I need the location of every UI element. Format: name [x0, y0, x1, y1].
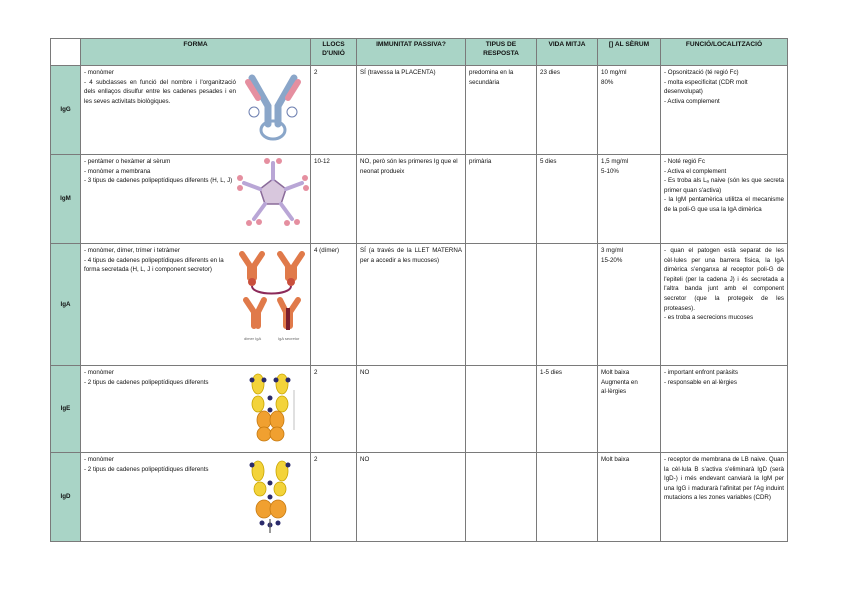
table-row — [51, 66, 788, 155]
igd-structure-image — [244, 457, 306, 535]
header-funcio: FUNCIÓ/LOCALITZACIÓ — [661, 39, 788, 66]
serum-cell — [598, 244, 661, 366]
llocs-cell: 4 (dímer) — [311, 244, 357, 366]
serum-text: Molt baixa — [601, 456, 630, 463]
forma-text: - 2 tipus de cadenes polipeptídiques diferents — [84, 378, 209, 386]
forma-text: - monòmer a membrana — [84, 167, 151, 175]
immunoglobulin-table — [50, 38, 788, 542]
header-immunitat: IMMUNITAT PASSIVA? — [357, 39, 466, 66]
funcio-text: - receptor de membrana de LB naive. Quan la cèl·lula B s'activa s'eliminarà IgD (serà IgD-) i més endevant canviarà la IgM per una IgG i madurarà l'afinitat per l'Ag induint mutacions a les zones variables (CDR) — [664, 456, 784, 502]
corner-cell — [51, 39, 81, 66]
serum-text: 1,5 mg/ml — [601, 158, 629, 165]
funcio-text: - la IgM pentamèrica utilitza el mecanisme de la poli-G que usa la IgA dimèrica — [664, 196, 784, 213]
forma-cell — [81, 155, 311, 244]
funcio-cell — [661, 366, 788, 453]
header-llocs: LLOCS D'UNIÓ — [311, 39, 357, 66]
funcio-cell — [661, 453, 788, 542]
table-row — [51, 453, 788, 542]
forma-text: - 4 tipus de cadenes polipeptídiques diferents en la forma secretada (H, L, J i component secretor) — [84, 256, 224, 274]
serum-text: Augmenta en al·lèrgies — [601, 378, 638, 396]
serum-text: 5-10% — [601, 167, 619, 175]
forma-text: - pentàmer o hexàmer al sèrum — [84, 158, 171, 165]
llocs-cell: 2 — [311, 366, 357, 453]
table-row — [51, 366, 788, 453]
funcio-text: - Noté regió Fc — [664, 158, 705, 165]
funcio-text: - responsable en al·lèrgies — [664, 378, 737, 386]
tipus-cell: primària — [466, 155, 537, 244]
serum-cell — [598, 66, 661, 155]
vida-cell: 5 dies — [537, 155, 598, 244]
ige-structure-image — [244, 370, 306, 442]
table-row — [51, 244, 788, 366]
serum-cell — [598, 155, 661, 244]
funcio-cell — [661, 155, 788, 244]
row-label-igm: IgM — [51, 155, 81, 244]
funcio-text: - Opsonització (té regió Fc) — [664, 69, 739, 76]
forma-text: - monòmer, dímer, trímer i tetràmer — [84, 247, 180, 254]
igm-pentamer-image — [236, 157, 310, 227]
funcio-text: - molta especificitat (CDR molt desenvolupat) — [664, 78, 748, 96]
serum-cell — [598, 453, 661, 542]
forma-cell — [81, 453, 311, 542]
funcio-text: - important enfront paràsits — [664, 369, 738, 376]
serum-text: 10 mg/ml — [601, 69, 627, 76]
forma-cell — [81, 366, 311, 453]
header-forma: FORMA — [81, 39, 311, 66]
immunitat-cell: SÍ (a través de la LLET MATERNA per a accedir a les mucoses) — [357, 244, 466, 366]
svg-text:dimer IgA: dimer IgA — [244, 336, 262, 341]
forma-cell — [81, 66, 311, 155]
serum-text: 80% — [601, 78, 614, 86]
forma-text: - 2 tipus de cadenes polipeptídiques diferents — [84, 465, 209, 473]
svg-text:IgA secretor: IgA secretor — [278, 336, 300, 341]
funcio-cell — [661, 66, 788, 155]
serum-text: Molt baixa — [601, 369, 630, 376]
funcio-text: - Es troba als Lₐ naive (són les que secreta primer quan s'activa) — [664, 177, 784, 194]
llocs-cell: 2 — [311, 453, 357, 542]
table-row — [51, 155, 788, 244]
vida-cell: 1-5 dies — [537, 366, 598, 453]
row-label-iga: IgA — [51, 244, 81, 366]
llocs-cell: 10-12 — [311, 155, 357, 244]
header-vida: VIDA MITJA — [537, 39, 598, 66]
row-label-ige: IgE — [51, 366, 81, 453]
row-label-igg: IgG — [51, 66, 81, 155]
funcio-text: - Activa complement — [664, 97, 720, 105]
llocs-cell: 2 — [311, 66, 357, 155]
iga-structure-image — [236, 248, 308, 344]
serum-cell — [598, 366, 661, 453]
forma-cell — [81, 244, 311, 366]
forma-text: - monòmer — [84, 456, 114, 463]
header-row — [51, 39, 788, 66]
funcio-text: - quan el patogen està separat de les cèl·lules per una barrera física, la IgA dimèrica s'enganxa al receptor poli-G de l'epiteli (per la cadena J) i és secretada a l'altra banda junt amb el component secretor (que la protegeix de les proteases). — [664, 247, 784, 312]
immunitat-cell: SÍ (travessa la PLACENTA) — [357, 66, 466, 155]
header-serum: [] AL SÈRUM — [598, 39, 661, 66]
forma-text: - monòmer — [84, 369, 114, 376]
header-tipus: TIPUS DE RESPOSTA — [466, 39, 537, 66]
igg-structure-image — [244, 72, 302, 144]
immunitat-cell: NO, però són les primeres Ig que el neonat produeix — [357, 155, 466, 244]
tipus-cell — [466, 366, 537, 453]
tipus-cell — [466, 453, 537, 542]
immunitat-cell: NO — [357, 453, 466, 542]
vida-cell — [537, 453, 598, 542]
forma-text: - monòmer — [84, 69, 114, 76]
funcio-text: - Activa el complement — [664, 167, 727, 175]
vida-cell — [537, 244, 598, 366]
forma-text: - 4 subclasses en funció del nombre i l'organització dels enllaços disulfur entre les cadenes pesades i en les seves activitats biològiques. — [84, 78, 236, 105]
tipus-cell — [466, 244, 537, 366]
funcio-cell — [661, 244, 788, 366]
forma-text: - 3 tipus de cadenes polipeptídiques diferents (H, L, J) — [84, 177, 233, 185]
tipus-cell: predomina en la secundària — [466, 66, 537, 155]
vida-cell: 23 dies — [537, 66, 598, 155]
serum-text: 3 mg/ml — [601, 247, 624, 254]
immunitat-cell: NO — [357, 366, 466, 453]
serum-text: 15-20% — [601, 256, 623, 264]
funcio-text: - es troba a secrecions mucoses — [664, 314, 754, 322]
row-label-igd: IgD — [51, 453, 81, 542]
